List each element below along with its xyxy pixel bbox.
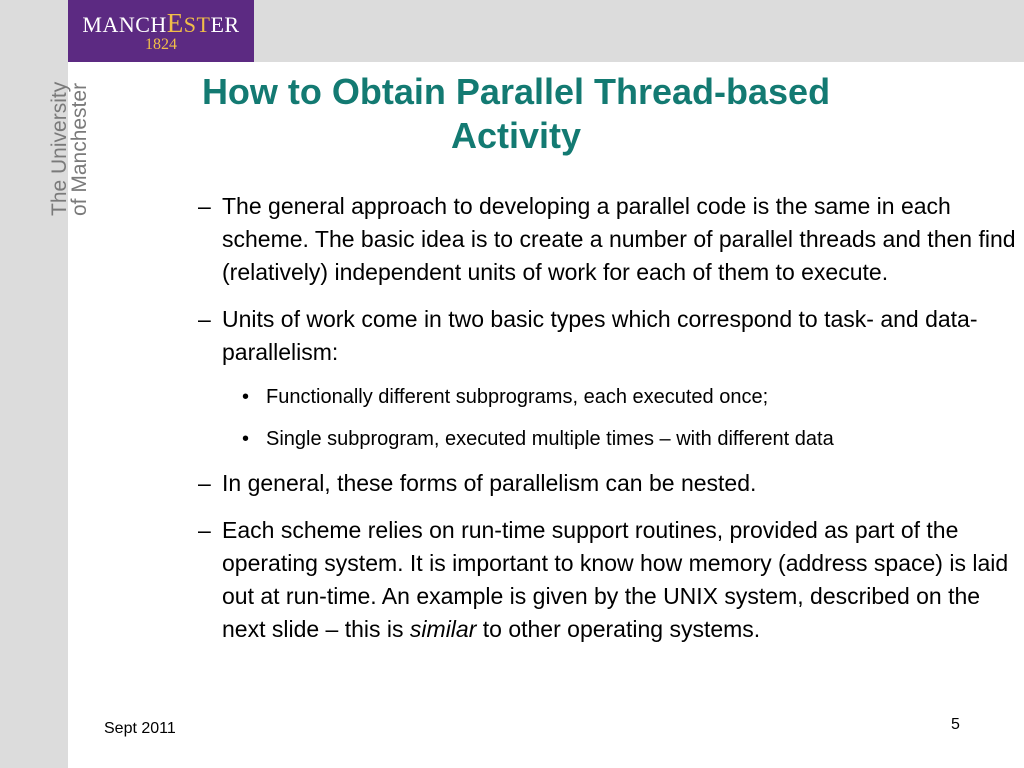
sub-bullet-text: Single subprogram, executed multiple times – with different data [266,428,834,450]
bullet-text-tail: to other operating systems. [476,616,761,642]
sidebar-band [0,0,91,768]
sub-bullet-2 [190,425,1020,453]
bullet-item-4 [190,514,1020,646]
logo-year: 1824 [145,36,177,53]
page-number: 5 [951,716,960,733]
slide-body [190,190,1020,646]
sub-bullet-text: Functionally different subprograms, each executed once; [266,386,769,408]
bullet-text: Units of work come in two basic types which correspond to task- and data-parallelism: [222,306,978,365]
dash-marker: – [198,193,211,219]
logo-word-st: ST [183,12,211,37]
title-line-2: Activity [450,115,582,156]
bullet-item-1 [190,190,1020,289]
bullet-item-2 [190,303,1020,369]
slide-title [110,70,922,158]
university-vertical-wordmark [50,82,90,216]
dash-marker: – [198,470,211,496]
dot-marker: • [242,428,250,450]
logo-wordmark [68,8,254,38]
bullet-text: In general, these forms of parallelism can be nested. [222,470,757,496]
emphasis-text: similar [409,616,477,642]
footer-date: Sept 2011 [104,720,176,737]
bullet-text: Each scheme relies on run-time support routines, provided as part of the operating system. It is important to know how memory (address space) is laid out at run-time. An example is given by the UNIX system, described on the next slide – this is [222,517,1009,642]
bullet-item-3 [190,467,1020,500]
wordmark-line-2: of Manchester [68,82,91,216]
logo-word-start: MANCH [82,12,167,37]
wordmark-line-1: The University [48,81,71,216]
logo-word-end: ER [210,12,240,37]
dash-marker: – [198,517,211,543]
manchester-logo [68,0,254,62]
dot-marker: • [242,386,250,408]
sub-bullet-1 [190,383,1020,411]
bullet-text: The general approach to developing a parallel code is the same in each scheme. The basic idea is to create a number of parallel threads and then find (relatively) independent units of work for each of them to execute. [222,193,1016,285]
dash-marker: – [198,306,211,332]
title-line-1: How to Obtain Parallel Thread-based [201,71,831,112]
logo-word-e: E [166,8,184,38]
